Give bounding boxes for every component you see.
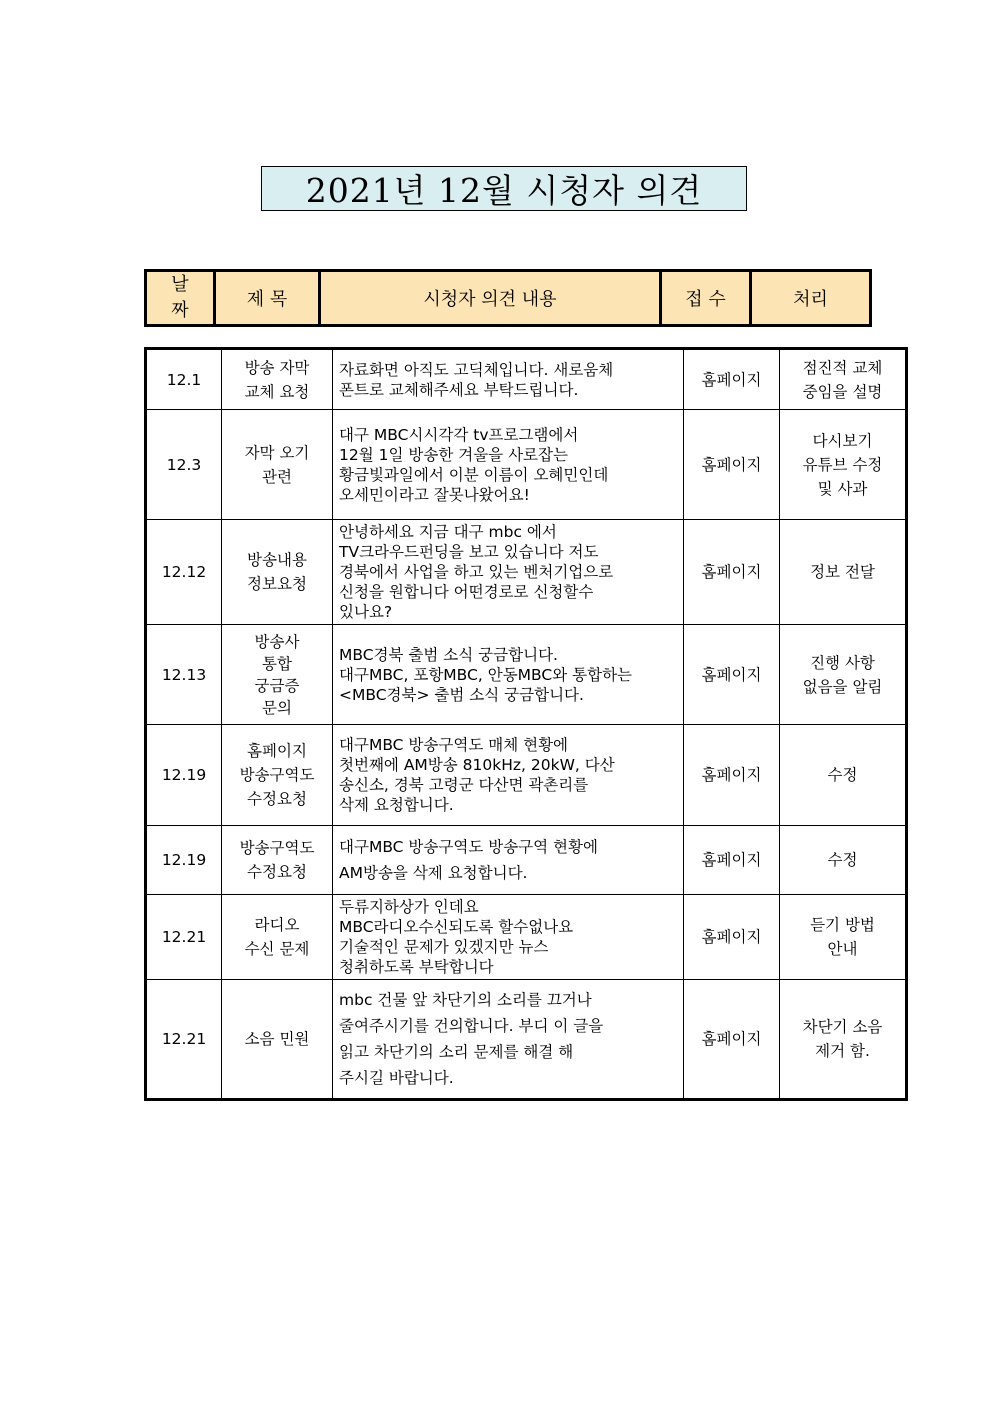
table-row <box>146 520 907 625</box>
cell-subject: 자막 오기 관련 <box>222 410 333 520</box>
cell-handling: 듣기 방법 안내 <box>780 895 907 980</box>
table-row <box>146 725 907 826</box>
cell-reception: 홈페이지 <box>684 410 780 520</box>
table-row <box>146 895 907 980</box>
cell-reception: 홈페이지 <box>684 980 780 1100</box>
header-row <box>146 271 871 326</box>
cell-reception: 홈페이지 <box>684 826 780 895</box>
cell-handling: 다시보기 유튜브 수정 및 사과 <box>780 410 907 520</box>
cell-date: 12.3 <box>146 410 222 520</box>
header-table <box>144 269 872 327</box>
cell-subject: 소음 민원 <box>222 980 333 1100</box>
table-row <box>146 625 907 725</box>
table-row <box>146 349 907 410</box>
header-content: 시청자 의견 내용 <box>320 271 661 326</box>
cell-date: 12.19 <box>146 725 222 826</box>
cell-handling: 수정 <box>780 725 907 826</box>
cell-date: 12.21 <box>146 895 222 980</box>
cell-date: 12.19 <box>146 826 222 895</box>
cell-content: MBC경북 출범 소식 궁금합니다. 대구MBC, 포항MBC, 안동MBC와 통합하는 <MBC경북> 출범 소식 궁금합니다. <box>333 625 684 725</box>
cell-date: 12.1 <box>146 349 222 410</box>
cell-reception: 홈페이지 <box>684 520 780 625</box>
cell-content: 대구 MBC시시각각 tv프로그램에서 12월 1일 방송한 겨울을 사로잡는 황금빛과일에서 이분 이름이 오혜민인데 오세민이라고 잘못나왔어요! <box>333 410 684 520</box>
cell-reception: 홈페이지 <box>684 725 780 826</box>
cell-subject: 라디오 수신 문제 <box>222 895 333 980</box>
cell-content: 자료화면 아직도 고딕체입니다. 새로움체 폰트로 교체해주세요 부탁드립니다. <box>333 349 684 410</box>
cell-date: 12.12 <box>146 520 222 625</box>
cell-content: 대구MBC 방송구역도 매체 현황에 첫번째에 AM방송 810kHz, 20kW, 다산 송신소, 경북 고령군 다산면 곽촌리를 삭제 요청합니다. <box>333 725 684 826</box>
header-reception: 접 수 <box>661 271 751 326</box>
opinions-table <box>144 347 908 1101</box>
cell-handling: 수정 <box>780 826 907 895</box>
page-title: 2021년 12월 시청자 의견 <box>261 166 747 211</box>
table-row <box>146 826 907 895</box>
cell-subject: 방송사 통합 궁금증 문의 <box>222 625 333 725</box>
cell-content: 대구MBC 방송구역도 방송구역 현황에 AM방송을 삭제 요청합니다. <box>333 826 684 895</box>
cell-subject: 방송내용 정보요청 <box>222 520 333 625</box>
cell-content: 두류지하상가 인데요 MBC라디오수신되도록 할수없나요 기술적인 문제가 있겠지만 뉴스 청취하도록 부탁합니다 <box>333 895 684 980</box>
cell-subject: 방송 자막 교체 요청 <box>222 349 333 410</box>
cell-reception: 홈페이지 <box>684 625 780 725</box>
cell-handling: 정보 전달 <box>780 520 907 625</box>
cell-date: 12.13 <box>146 625 222 725</box>
header-handling: 처리 <box>751 271 871 326</box>
cell-handling: 차단기 소음 제거 함. <box>780 980 907 1100</box>
cell-subject: 홈페이지 방송구역도 수정요청 <box>222 725 333 826</box>
header-subject: 제 목 <box>215 271 320 326</box>
cell-handling: 점진적 교체 중임을 설명 <box>780 349 907 410</box>
cell-reception: 홈페이지 <box>684 349 780 410</box>
table-row <box>146 410 907 520</box>
table-row <box>146 980 907 1100</box>
header-date: 날 짜 <box>146 271 215 326</box>
cell-subject: 방송구역도 수정요청 <box>222 826 333 895</box>
cell-content: 안녕하세요 지금 대구 mbc 에서 TV크라우드펀딩을 보고 있습니다 저도 경북에서 사업을 하고 있는 벤처기업으로 신청을 원합니다 어떤경로로 신청할수 있나요? <box>333 520 684 625</box>
cell-handling: 진행 사항 없음을 알림 <box>780 625 907 725</box>
cell-date: 12.21 <box>146 980 222 1100</box>
cell-content: mbc 건물 앞 차단기의 소리를 끄거나 줄여주시기를 건의합니다. 부디 이 글을 읽고 차단기의 소리 문제를 해결 해 주시길 바랍니다. <box>333 980 684 1100</box>
cell-reception: 홈페이지 <box>684 895 780 980</box>
